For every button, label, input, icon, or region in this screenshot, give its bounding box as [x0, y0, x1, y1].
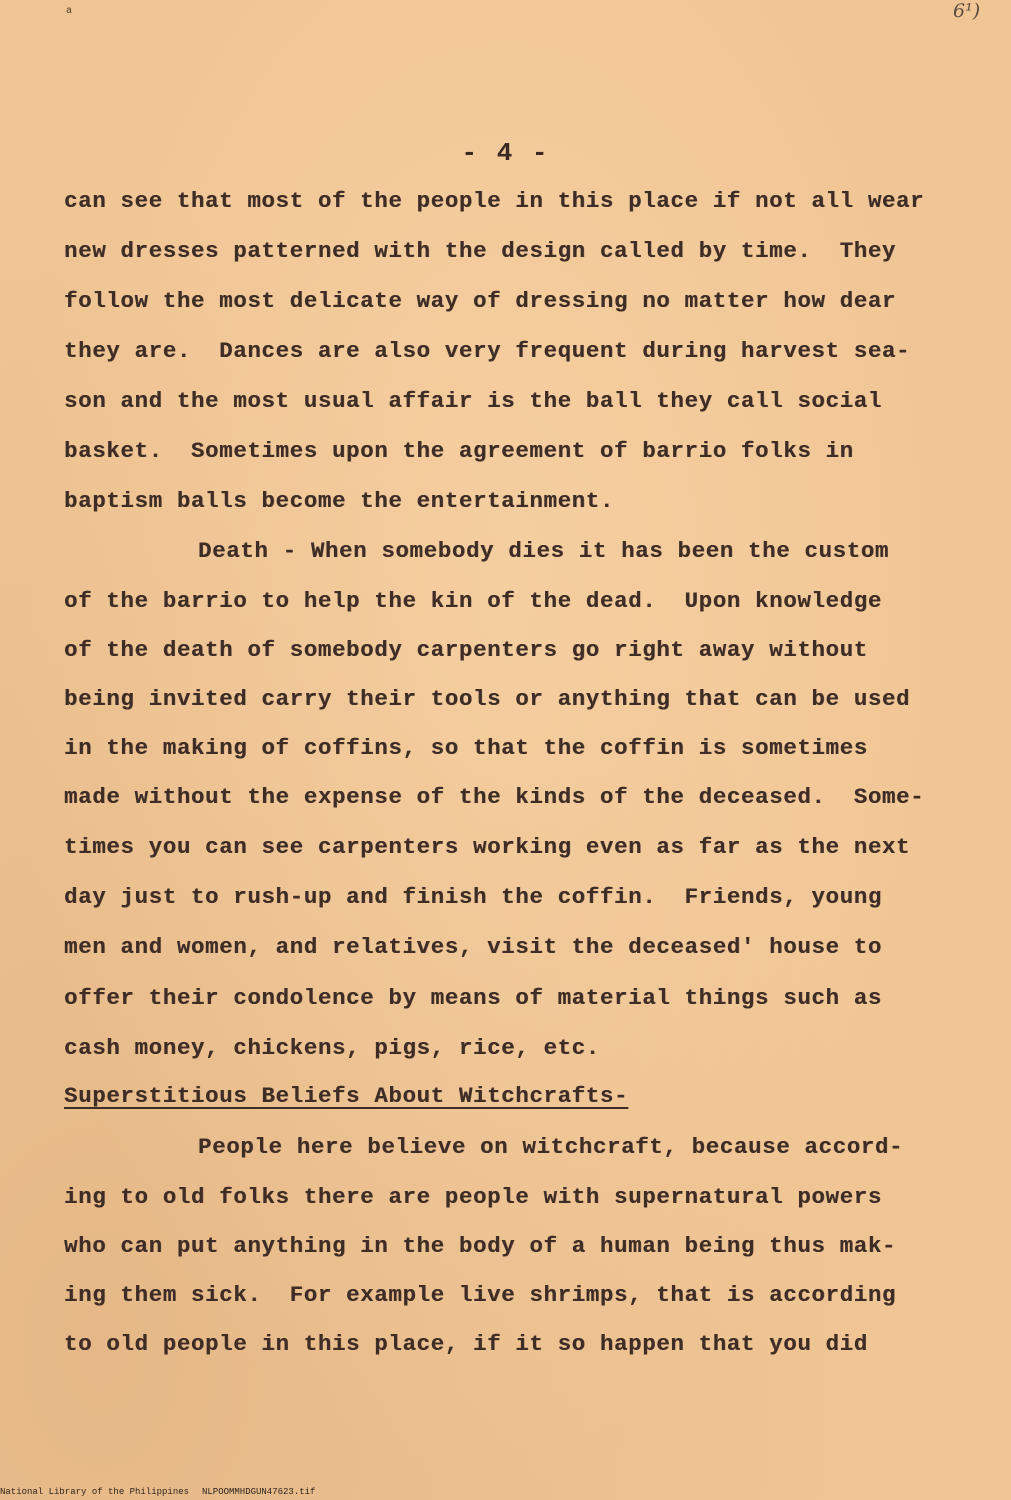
text-line: men and women, and relatives, visit the deceased' house to [64, 934, 882, 960]
text-line: ing to old folks there are people with supernatural powers [64, 1184, 882, 1210]
paragraph-first-line: Death - When somebody dies it has been the custom [198, 538, 890, 564]
folio-mark: 6¹) [953, 0, 981, 22]
text-line: who can put anything in the body of a human being thus mak- [64, 1233, 897, 1259]
page-number: - 4 - [461, 138, 550, 168]
text-line: of the death of somebody carpenters go right away without [64, 637, 868, 663]
text-line: new dresses patterned with the design called by time. They [64, 238, 897, 264]
text-line: times you can see carpenters working even as far as the next [64, 834, 911, 860]
text-line: basket. Sometimes upon the agreement of barrio folks in [64, 438, 854, 464]
footer-library-name: National Library of the Philippines [0, 1487, 190, 1497]
footer-file-name: NLPOOMMHDGUN47623.tif [202, 1487, 316, 1497]
text-line: cash money, chickens, pigs, rice, etc. [64, 1035, 600, 1061]
paragraph-first-line: People here believe on witchcraft, because accord- [198, 1134, 904, 1160]
text-line: made without the expense of the kinds of the deceased. Some- [64, 784, 925, 810]
text-line: can see that most of the people in this place if not all wear [64, 188, 925, 214]
text-line: to old people in this place, if it so happen that you did [64, 1331, 868, 1357]
section-heading: Superstitious Beliefs About Witchcrafts- [64, 1083, 629, 1109]
text-line: follow the most delicate way of dressing no matter how dear [64, 288, 897, 314]
corner-mark: a [66, 6, 73, 17]
text-line: day just to rush-up and finish the coffin. Friends, young [64, 884, 882, 910]
text-line: ing them sick. For example live shrimps, that is according [64, 1282, 897, 1308]
text-line: son and the most usual affair is the ball they call social [64, 388, 882, 414]
text-line: in the making of coffins, so that the coffin is sometimes [64, 735, 868, 761]
text-line: being invited carry their tools or anything that can be used [64, 686, 911, 712]
text-line: baptism balls become the entertainment. [64, 488, 614, 514]
text-line: of the barrio to help the kin of the dead. Upon knowledge [64, 588, 882, 614]
text-line: they are. Dances are also very frequent during harvest sea- [64, 338, 911, 364]
text-line: offer their condolence by means of material things such as [64, 985, 882, 1011]
